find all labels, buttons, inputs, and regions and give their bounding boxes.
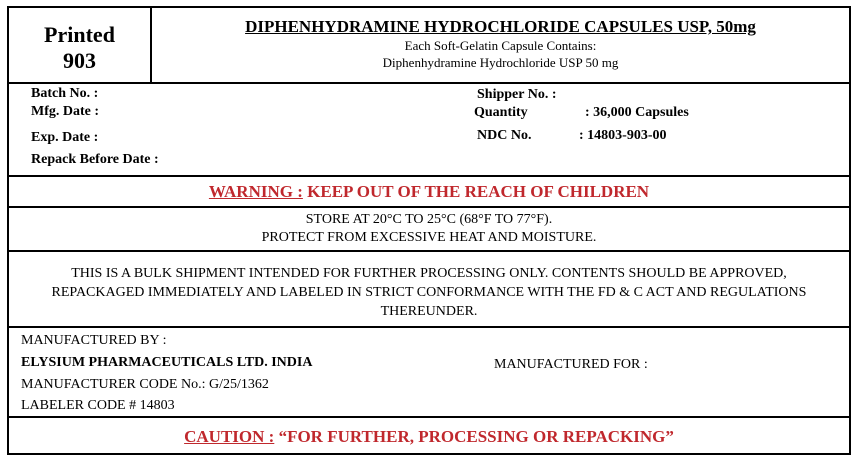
- product-label: [7, 6, 851, 455]
- title-block: [152, 8, 849, 71]
- mfg-date-field: Mfg. Date :: [31, 104, 100, 119]
- active-ingredient-line: Diphenhydramine Hydrochloride USP 50 mg: [382, 55, 619, 70]
- storage-temperature: STORE AT 20°C TO 25°C (68°F TO 77°F).: [305, 212, 553, 227]
- caution-prefix: CAUTION :: [184, 427, 275, 446]
- ndc-label: NDC No.: [477, 128, 532, 143]
- ndc-value: : 14803-903-00: [579, 128, 667, 143]
- caution-section: [9, 418, 849, 455]
- printed-box: [9, 8, 152, 82]
- quantity-label: Quantity: [474, 105, 528, 120]
- exp-date-field: Exp. Date :: [31, 130, 99, 145]
- quantity-value: : 36,000 Capsules: [585, 105, 689, 120]
- batch-info-section: [9, 84, 849, 177]
- storage-section: [9, 208, 849, 252]
- bulk-shipment-section: [9, 252, 849, 328]
- warning-prefix: WARNING :: [208, 182, 303, 201]
- caution-text: “FOR FURTHER, PROCESSING OR REPACKING”: [274, 427, 674, 446]
- shipper-number-field: Shipper No. :: [477, 87, 557, 102]
- manufacturer-code: MANUFACTURER CODE No.: G/25/1362: [21, 377, 269, 392]
- warning-section: [9, 177, 849, 208]
- labeler-code: LABELER CODE # 14803: [21, 398, 175, 413]
- manufacturer-name: ELYSIUM PHARMACEUTICALS LTD. INDIA: [21, 355, 313, 370]
- bulk-shipment-text: THIS IS A BULK SHIPMENT INTENDED FOR FURTHER PROCESSING ONLY. CONTENTS SHOULD BE APPROVED, REPACKAGED IMMEDIATELY AND LABELED IN STRICT CONFORMANCE WITH THE FD & C ACT AND REGULATIONS THEREUNDER.: [51, 266, 807, 319]
- warning-text: KEEP OUT OF THE REACH OF CHILDREN: [302, 182, 650, 201]
- manufacturer-section: [9, 328, 849, 418]
- capsule-contains-line: Each Soft-Gelatin Capsule Contains:: [404, 38, 597, 53]
- printed-label: Printed: [44, 22, 115, 47]
- batch-number-field: Batch No. :: [31, 86, 99, 101]
- printed-number: 903: [63, 48, 96, 73]
- manufactured-by-label: MANUFACTURED BY :: [21, 333, 167, 348]
- label-header: [9, 8, 849, 84]
- storage-protect: PROTECT FROM EXCESSIVE HEAT AND MOISTURE.: [261, 230, 597, 245]
- manufactured-for-label: MANUFACTURED FOR :: [494, 357, 648, 372]
- repack-before-date-field: Repack Before Date :: [31, 152, 159, 167]
- product-title: DIPHENHYDRAMINE HYDROCHLORIDE CAPSULES USP, 50mg: [245, 17, 756, 36]
